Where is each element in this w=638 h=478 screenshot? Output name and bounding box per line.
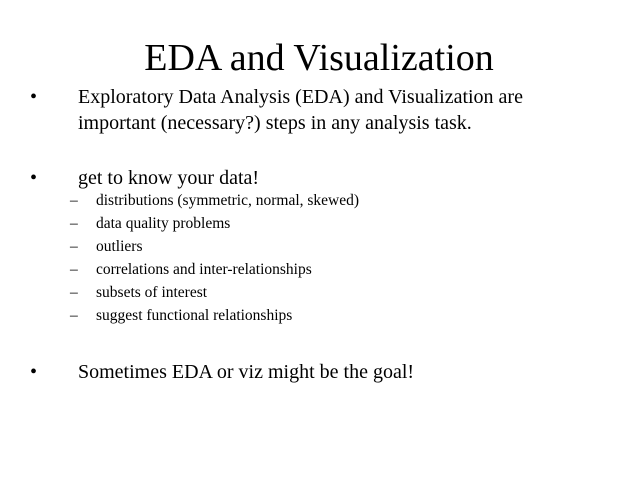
subbullet-item bbox=[70, 214, 230, 234]
dash-marker: – bbox=[70, 261, 78, 278]
bullet-item bbox=[30, 84, 590, 136]
bullet-marker: • bbox=[30, 361, 38, 383]
bullet-text: get to know your data! bbox=[78, 167, 260, 189]
bullet-marker: • bbox=[30, 86, 38, 108]
subbullet-item bbox=[70, 283, 207, 303]
subbullet-text: correlations and inter-relationships bbox=[96, 261, 312, 278]
dash-marker: – bbox=[70, 192, 78, 209]
dash-marker: – bbox=[70, 284, 78, 301]
subbullet-text: subsets of interest bbox=[96, 284, 208, 301]
subbullet-item bbox=[70, 260, 312, 280]
bullet-text: Exploratory Data Analysis (EDA) and Visualization are important (necessary?) steps in any analysis task. bbox=[78, 86, 523, 134]
bullet-marker: • bbox=[30, 167, 38, 189]
subbullet-text: outliers bbox=[96, 238, 143, 255]
subbullet-item bbox=[70, 191, 359, 211]
subbullet-item bbox=[70, 306, 292, 326]
slide-title: EDA and Visualization bbox=[144, 37, 494, 79]
subbullet-text: suggest functional relationships bbox=[96, 307, 293, 324]
bullet-text: Sometimes EDA or viz might be the goal! bbox=[78, 361, 415, 383]
bullet-item bbox=[30, 359, 590, 385]
subbullet-text: distributions (symmetric, normal, skewed) bbox=[96, 192, 360, 209]
subbullet-text: data quality problems bbox=[96, 215, 231, 232]
bullet-item bbox=[30, 165, 590, 191]
subbullet-item bbox=[70, 237, 143, 257]
dash-marker: – bbox=[70, 238, 78, 255]
dash-marker: – bbox=[70, 307, 78, 324]
dash-marker: – bbox=[70, 215, 78, 232]
